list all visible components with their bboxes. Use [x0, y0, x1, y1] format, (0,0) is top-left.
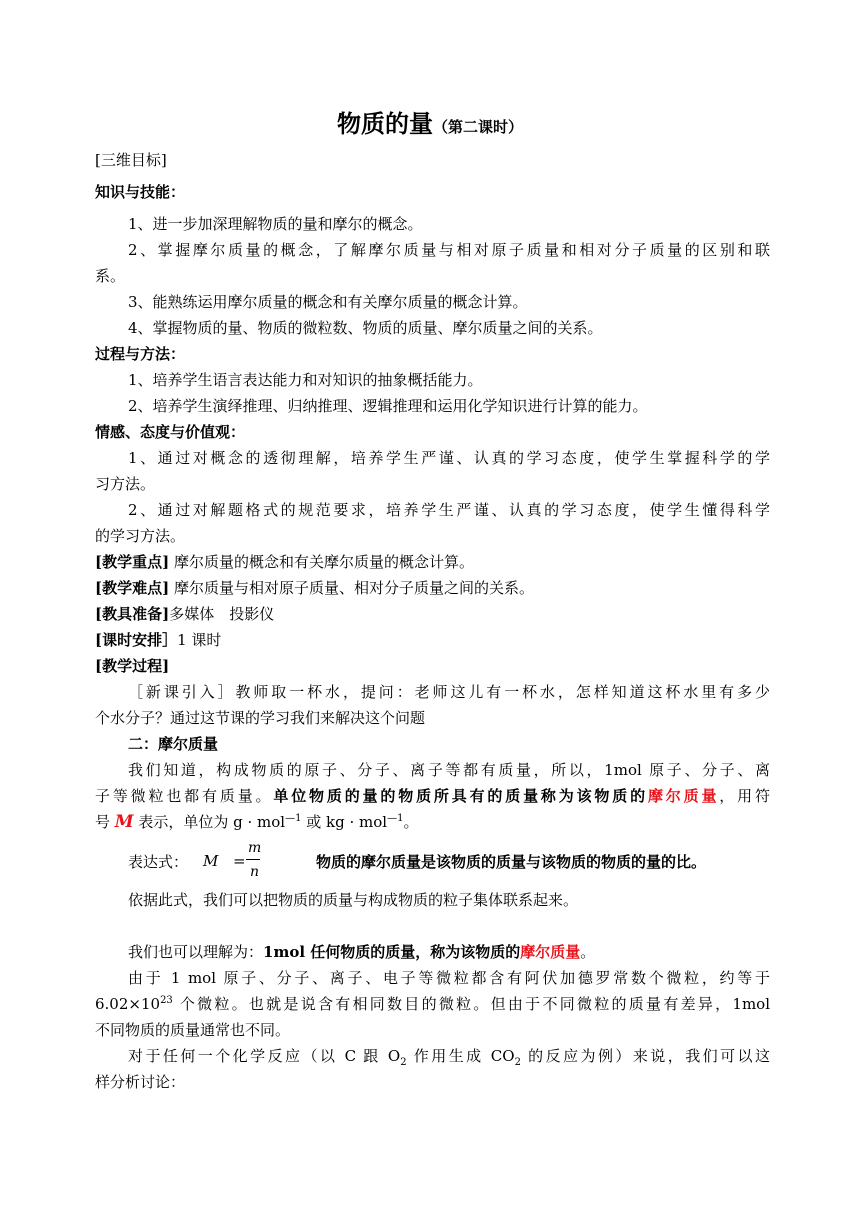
molar-mass-term: 摩尔质量	[520, 943, 581, 961]
formula-label: 表达式：	[128, 853, 189, 871]
schedule-label: [课时安排］	[95, 631, 178, 649]
unit-exponent: —1	[285, 813, 302, 824]
para4-text: 个微粒。也就是说含有相同数目的微粒。但由于不同微粒的质量有差异，1mol	[172, 995, 770, 1013]
unit-text: 表示，单位为 g · mol	[133, 813, 286, 831]
knowledge-item: 3、能熟练运用摩尔质量的概念和有关摩尔质量的概念计算。	[128, 293, 528, 311]
focus-label: [教学重点]	[95, 553, 170, 571]
para2: 依据此式，我们可以把物质的质量与构成物质的粒子集体联系起来。	[128, 891, 579, 909]
goals-heading: [三维目标]	[95, 151, 167, 169]
para1-text: ，用符	[719, 787, 770, 805]
page-title	[0, 104, 860, 139]
emotion-heading: 情感、态度与价值观：	[95, 423, 246, 441]
formula-statement: 物质的摩尔质量是该物质的质量与该物质的物质的量的比。	[316, 853, 707, 871]
para1-text: 子等微粒也都有质量。	[95, 787, 274, 805]
knowledge-item: 系。	[95, 267, 126, 285]
intro-line: 个水分子？通过这节课的学习我们来解决这个问题	[95, 709, 426, 727]
para4-line: 不同物质的质量通常也不同。	[95, 1021, 291, 1039]
para1-line	[95, 812, 770, 832]
para3-text: 。	[580, 943, 596, 961]
intro-line: ［新课引入］教师取一杯水，提问：老师这儿有一杯水，怎样知道这杯水里有多少	[128, 683, 770, 701]
para5-line: 样分析讨论：	[95, 1073, 186, 1091]
para4-line	[95, 994, 770, 1014]
teaching-difficulty	[95, 578, 770, 598]
difficulty-label: [教学难点]	[95, 579, 170, 597]
class-schedule	[95, 630, 770, 650]
para3	[128, 942, 770, 962]
avogadro-exponent: 23	[160, 995, 173, 1006]
unit-exponent: —1	[387, 813, 404, 824]
para5-text: 的反应为例）来说，我们可以这	[520, 1047, 770, 1065]
emotion-item: 2、通过对解题格式的规范要求，培养学生严谨、认真的学习态度，使学生懂得科学	[128, 501, 770, 519]
para1-text: 号	[95, 813, 115, 831]
molar-mass-term: 摩尔质量	[647, 787, 720, 805]
process-item: 1、培养学生语言表达能力和对知识的抽象概括能力。	[128, 371, 483, 389]
symbol-m: M	[114, 812, 134, 832]
teaching-focus	[95, 552, 770, 572]
para3-definition: 1mol 任何物质的质量，称为该物质的	[263, 943, 521, 961]
tools-text: 多媒体 投影仪	[169, 605, 275, 623]
para4-line: 由于 1 mol 原子、分子、离子、电子等微粒都含有阿伏加德罗常数个微粒，约等于	[128, 969, 770, 987]
emotion-item: 的学习方法。	[95, 527, 186, 545]
process-item: 2、培养学生演绎推理、归纳推理、逻辑推理和运用化学知识进行计算的能力。	[128, 397, 648, 415]
para5-text: 对于任何一个化学反应（以 C 跟 O	[128, 1047, 401, 1065]
para5-line	[128, 1046, 770, 1066]
unit-text: 或 kg · mol	[301, 813, 388, 831]
para1-text: 。	[403, 813, 419, 831]
fraction-bar	[246, 859, 260, 860]
formula-denominator: n	[250, 864, 260, 880]
para1-line: 我们知道，构成物质的原子、分子、离子等都有质量，所以，1mol 原子、分子、离	[128, 761, 770, 779]
knowledge-heading: 知识与技能：	[95, 183, 186, 201]
subscript: 2	[400, 1057, 407, 1068]
tools-label: [教具准备]	[95, 605, 170, 623]
para3-text: 我们也可以理解为：	[128, 943, 264, 961]
process-section-heading: [教学过程]	[95, 657, 170, 675]
section-heading: 二：摩尔质量	[128, 735, 219, 753]
schedule-text: 1 课时	[177, 631, 222, 649]
process-heading: 过程与方法：	[95, 345, 186, 363]
title-main: 物质的量	[336, 109, 433, 138]
knowledge-item: 1、进一步加深理解物质的量和摩尔的概念。	[128, 215, 423, 233]
avogadro-number: 6.02×10	[95, 995, 161, 1013]
knowledge-item: 4、掌握物质的量、物质的微粒数、物质的质量、摩尔质量之间的关系。	[128, 319, 603, 337]
para1-definition: 单位物质的量的物质所具有的质量称为该物质的	[273, 787, 648, 805]
subscript: 2	[514, 1057, 521, 1068]
knowledge-item: 2、掌握摩尔质量的概念，了解摩尔质量与相对原子质量和相对分子质量的区别和联	[128, 241, 770, 259]
para5-text: 作用生成 CO	[406, 1047, 515, 1065]
formula-lhs: M	[203, 852, 219, 870]
focus-text: 摩尔质量的概念和有关摩尔质量的概念计算。	[169, 553, 474, 571]
emotion-item: 习方法。	[95, 475, 156, 493]
emotion-item: 1、通过对概念的透彻理解，培养学生严谨、认真的学习态度，使学生掌握科学的学	[128, 449, 770, 467]
title-sub: （第二课时）	[432, 118, 523, 136]
para1-line	[95, 786, 770, 806]
formula-numerator: m	[248, 840, 262, 856]
difficulty-text: 摩尔质量与相对原子质量、相对分子质量之间的关系。	[169, 579, 534, 597]
teaching-tools	[95, 604, 770, 624]
formula-equals: =	[233, 852, 246, 870]
